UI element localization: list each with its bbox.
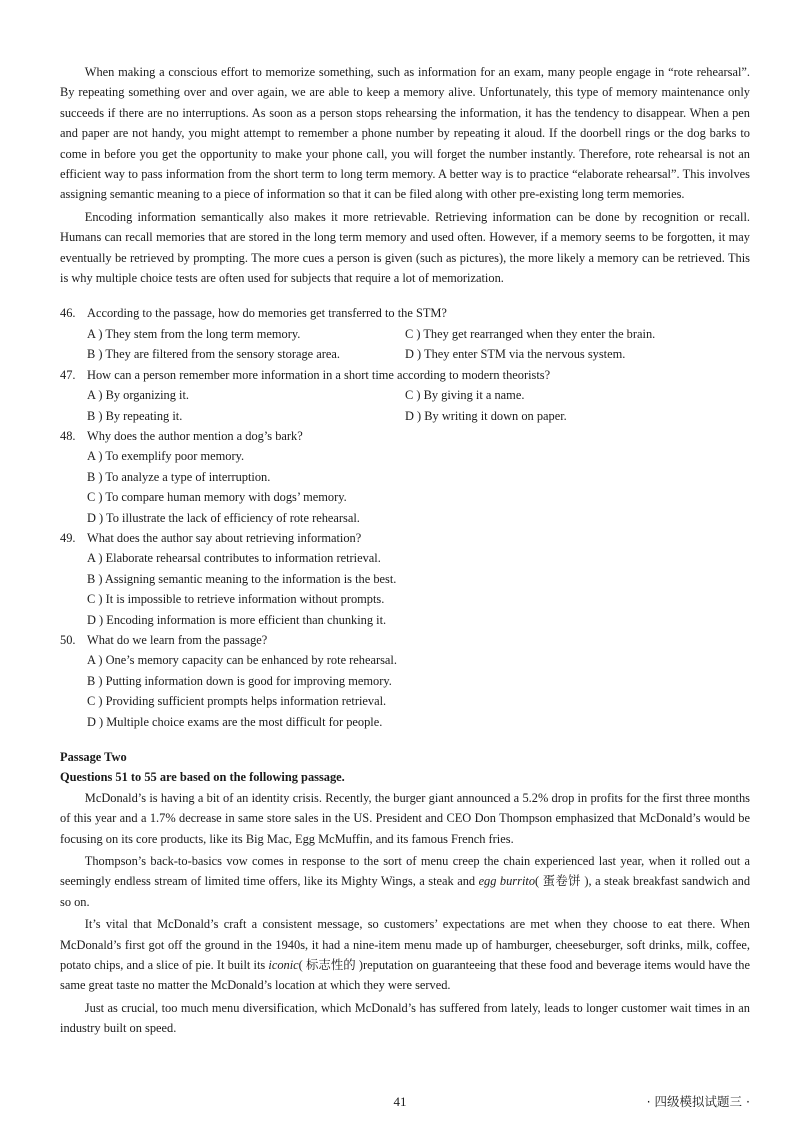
chinese-gloss: ( 蛋卷饼 ) xyxy=(535,874,589,889)
question-46 xyxy=(60,303,750,323)
option-b: B ) They are filtered from the sensory storage area. xyxy=(87,347,340,362)
question-number: 49. xyxy=(60,530,76,545)
question-50 xyxy=(60,630,750,650)
option-d: D ) They enter STM via the nervous system. xyxy=(405,347,626,362)
question-46-options xyxy=(60,324,750,365)
question-number: 46. xyxy=(60,306,76,321)
chinese-gloss: ( 标志性的 ) xyxy=(298,958,364,973)
passage-two-paragraph-1: McDonald’s is having a bit of an identity crisis. Recently, the burger giant announced a 5.2% drop in profits for the first three months of this year and a 1.7% decrease in same store sales in the US. President and CEO Don Thompson emphasized that McDonald’s would be focusing on its core products, like its Big Mac, Egg McMuffin, and its famous French fries. xyxy=(60,790,750,846)
question-number: 47. xyxy=(60,367,76,382)
passage-one-paragraph-2: Encoding information semantically also makes it more retrievable. Retrieving information can be done by recognition or recall. Humans can recall memories that are stored in the long term memory and used often. However, if a memory seems to be forgotten, it may eventually be retrieved by prompting. The more cues a person is given (such as pictures), the more likely a memory can be retrieved. This is why multiple choice tests are often used for subjects that require a lot of memorization. xyxy=(60,209,750,286)
question-47-options xyxy=(60,385,750,426)
question-stem: What does the author say about retrieving information? xyxy=(87,530,362,545)
option-b: B ) By repeating it. xyxy=(87,408,183,423)
passage-two-paragraph-2 xyxy=(60,851,750,912)
paragraph-text: Thompson’s back-to-basics vow comes in response to the sort of menu creep the chain experienced last year, when it rolled out a seemingly endless stream of limited time offers, like its Mighty Wings, a steak and xyxy=(60,854,750,889)
option-c: C ) By giving it a name. xyxy=(405,388,525,403)
page-number: 41 xyxy=(393,1094,407,1109)
option-d: D ) By writing it down on paper. xyxy=(405,408,567,423)
option-a: A ) Elaborate rehearsal contributes to information retrieval. xyxy=(87,551,381,566)
question-stem: According to the passage, how do memories get transferred to the STM? xyxy=(87,306,447,321)
paragraph-text: , a steak breakfast sandwich and so on. xyxy=(60,874,751,909)
question-49 xyxy=(60,528,750,548)
passage-two-paragraph-4: Just as crucial, too much menu diversification, which McDonald’s has suffered from lately, leads to longer customer wait times in an industry built on speed. xyxy=(60,1000,750,1036)
option-c: C ) Providing sufficient prompts helps information retrieval. xyxy=(87,694,387,709)
paragraph-text: reputation on guaranteeing that these food and beverage items would have the same great taste no matter the McDonald’s location at which they were served. xyxy=(60,958,750,993)
option-d: D ) Encoding information is more efficient than chunking it. xyxy=(87,612,387,627)
option-b: B ) Putting information down is good for improving memory. xyxy=(87,673,392,688)
question-50-options xyxy=(60,650,750,732)
passage-two-paragraph-3 xyxy=(60,914,750,996)
option-b: B ) To analyze a type of interruption. xyxy=(87,469,271,484)
glossed-term: iconic xyxy=(268,958,299,973)
paragraph-text: It’s vital that McDonald’s craft a consistent message, so customers’ expectations are met when they choose to eat there. When McDonald’s first got off the ground in the 1940s, it had a nine-item menu made up of hamburger, cheeseburger, soft drinks, milk, coffee, potato chips, and a slice of pie. It built its xyxy=(60,917,750,973)
option-d: D ) To illustrate the lack of efficiency of rote rehearsal. xyxy=(87,510,360,525)
question-number: 50. xyxy=(60,632,76,647)
option-d: D ) Multiple choice exams are the most difficult for people. xyxy=(87,714,383,729)
question-stem: How can a person remember more information in a short time according to modern theorists? xyxy=(87,367,551,382)
passage-two-instruction: Questions 51 to 55 are based on the following passage. xyxy=(60,770,345,785)
option-a: A ) One’s memory capacity can be enhanced by rote rehearsal. xyxy=(87,653,397,668)
option-c: C ) It is impossible to retrieve information without prompts. xyxy=(87,592,385,607)
question-47 xyxy=(60,365,750,385)
option-c: C ) To compare human memory with dogs’ memory. xyxy=(87,490,347,505)
series-label: · 四级模拟试题三 · xyxy=(646,1094,750,1109)
option-a: A ) To exemplify poor memory. xyxy=(87,449,245,464)
option-c: C ) They get rearranged when they enter the brain. xyxy=(405,326,656,341)
question-number: 48. xyxy=(60,428,76,443)
option-a: A ) By organizing it. xyxy=(87,388,189,403)
exam-page xyxy=(60,62,750,1039)
option-b: B ) Assigning semantic meaning to the information is the best. xyxy=(87,571,397,586)
question-stem: What do we learn from the passage? xyxy=(87,632,268,647)
question-stem: Why does the author mention a dog’s bark? xyxy=(87,428,303,443)
option-a: A ) They stem from the long term memory. xyxy=(87,326,301,341)
question-48 xyxy=(60,426,750,446)
passage-two-title: Passage Two xyxy=(60,750,127,764)
glossed-term: egg burrito xyxy=(478,874,536,889)
passage-one-paragraph-1: When making a conscious effort to memorize something, such as information for an exam, many people engage in “rote rehearsal”. By repeating something over and over again, we are able to keep a memory alive. Unfortunately, this type of memory maintenance only succeeds if there are no interruptions. As soon as a person stops rehearsing the information, it has the tendency to disappear. When a pen and paper are not handy, you might attempt to remember a phone number by repeating it aloud. If the doorbell rings or the dog barks to come in before you get the opportunity to make your phone call, you will forget the number instantly. Therefore, rote rehearsal is not an efficient way to pass information from the short term to long term memory. A better way is to practice “elaborate rehearsal”. This involves assigning semantic meaning to a piece of information so that it can be filed along with other pre-existing long term memories. xyxy=(60,65,750,202)
question-48-options xyxy=(60,446,750,528)
question-49-options xyxy=(60,548,750,630)
